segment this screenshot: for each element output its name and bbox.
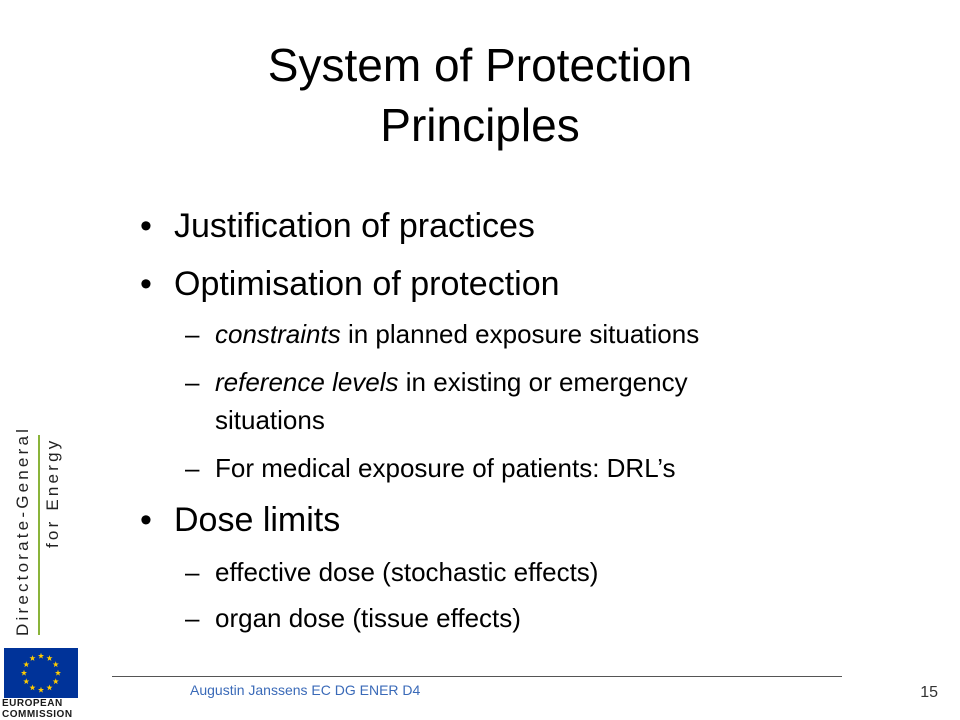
european-commission-wordmark bbox=[2, 698, 82, 720]
sub-bullet-dash: – bbox=[185, 367, 200, 397]
sub-bullet-text bbox=[215, 366, 688, 398]
bullet-dot: • bbox=[140, 265, 152, 303]
bullet-text: Optimisation of protection bbox=[174, 265, 560, 303]
slide-title-line-2: Principles bbox=[380, 99, 580, 151]
page-number: 15 bbox=[920, 684, 938, 701]
sub-bullet-emphasis: constraints bbox=[215, 319, 341, 349]
eu-flag-icon bbox=[4, 648, 78, 698]
bullet-text: Dose limits bbox=[174, 501, 341, 539]
bullet-dot: • bbox=[140, 207, 152, 245]
sub-bullet-rest: in existing or emergency bbox=[398, 367, 688, 397]
sub-bullet-text: organ dose (tissue effects) bbox=[215, 603, 521, 633]
footer-author: Augustin Janssens EC DG ENER D4 bbox=[190, 682, 421, 698]
sub-bullet-emphasis: reference levels bbox=[215, 367, 399, 397]
sub-bullet-dash: – bbox=[185, 603, 200, 633]
dg-accent-line bbox=[38, 435, 40, 635]
slide-title-line-1: System of Protection bbox=[267, 39, 693, 91]
bullet-text: Justification of practices bbox=[174, 207, 535, 245]
dg-name-text: Directorate-General bbox=[13, 425, 32, 636]
eu-wordmark-line-2: COMMISSION bbox=[2, 709, 73, 720]
sub-bullet-text bbox=[215, 318, 699, 350]
footer-divider bbox=[112, 676, 842, 677]
sub-bullet-dash: – bbox=[185, 557, 200, 587]
dg-energy-text: for Energy bbox=[43, 437, 62, 548]
sub-bullet-dash: – bbox=[185, 319, 200, 349]
dg-energy-logo bbox=[0, 0, 82, 720]
sub-bullet-text: For medical exposure of patients: DRL’s bbox=[215, 453, 676, 483]
sub-bullet-text: situations bbox=[215, 405, 325, 435]
sub-bullet-rest: in planned exposure situations bbox=[340, 319, 700, 349]
sub-bullet-text: effective dose (stochastic effects) bbox=[215, 557, 599, 587]
sub-bullet-dash: – bbox=[185, 453, 200, 483]
bullet-dot: • bbox=[140, 501, 152, 539]
eu-wordmark-line-1: EUROPEAN bbox=[2, 698, 63, 709]
